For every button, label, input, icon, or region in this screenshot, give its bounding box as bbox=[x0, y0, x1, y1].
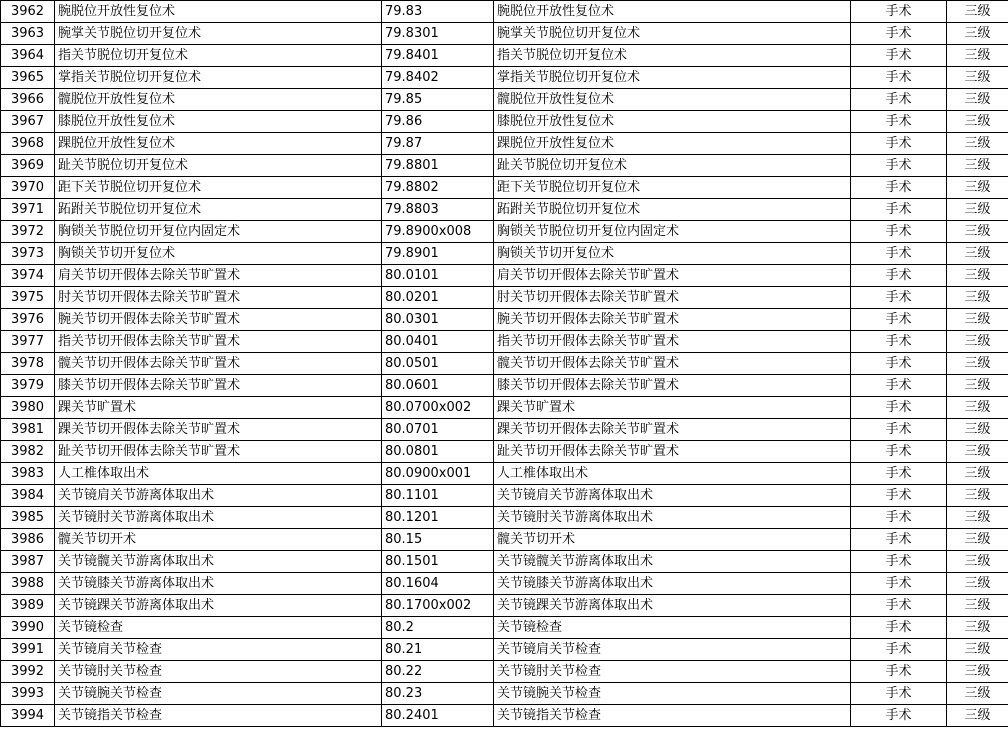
procedure-name-cell: 髋关节切开术 bbox=[55, 529, 382, 551]
procedure-level-cell: 三级 bbox=[947, 661, 1008, 683]
procedure-level-cell: 三级 bbox=[947, 265, 1008, 287]
procedure-name-cell: 膝脱位开放性复位术 bbox=[55, 111, 382, 133]
procedure-code-cell: 80.1201 bbox=[382, 507, 494, 529]
procedure-level-cell: 三级 bbox=[947, 617, 1008, 639]
procedure-name-cell: 趾关节切开假体去除关节旷置术 bbox=[55, 441, 382, 463]
procedure-name-cell: 指关节脱位切开复位术 bbox=[55, 45, 382, 67]
table-row bbox=[1, 463, 1008, 485]
procedure-type-cell: 手术 bbox=[851, 45, 947, 67]
procedure-level-cell: 三级 bbox=[947, 595, 1008, 617]
procedure-name-standard-cell: 肘关节切开假体去除关节旷置术 bbox=[494, 287, 851, 309]
procedure-name-cell: 关节镜肩关节检查 bbox=[55, 639, 382, 661]
table-row bbox=[1, 507, 1008, 529]
procedure-name-standard-cell: 指关节切开假体去除关节旷置术 bbox=[494, 331, 851, 353]
procedure-code-cell: 80.1101 bbox=[382, 485, 494, 507]
procedure-name-standard-cell: 髋脱位开放性复位术 bbox=[494, 89, 851, 111]
procedure-code-cell: 80.0201 bbox=[382, 287, 494, 309]
procedure-code-cell: 80.0801 bbox=[382, 441, 494, 463]
procedure-type-cell: 手术 bbox=[851, 485, 947, 507]
procedure-level-cell: 三级 bbox=[947, 177, 1008, 199]
table-row bbox=[1, 111, 1008, 133]
row-number-cell: 3987 bbox=[1, 551, 55, 573]
table-row bbox=[1, 23, 1008, 45]
procedure-type-cell: 手术 bbox=[851, 507, 947, 529]
procedure-type-cell: 手术 bbox=[851, 67, 947, 89]
table-row bbox=[1, 287, 1008, 309]
procedure-name-cell: 髋脱位开放性复位术 bbox=[55, 89, 382, 111]
procedure-type-cell: 手术 bbox=[851, 155, 947, 177]
table-row bbox=[1, 683, 1008, 705]
procedure-name-standard-cell: 关节镜肘关节游离体取出术 bbox=[494, 507, 851, 529]
procedure-name-cell: 指关节切开假体去除关节旷置术 bbox=[55, 331, 382, 353]
row-number-cell: 3966 bbox=[1, 89, 55, 111]
procedure-name-cell: 腕脱位开放性复位术 bbox=[55, 1, 382, 23]
procedure-name-cell: 关节镜踝关节游离体取出术 bbox=[55, 595, 382, 617]
table-row bbox=[1, 529, 1008, 551]
procedure-name-cell: 关节镜指关节检查 bbox=[55, 705, 382, 727]
procedure-code-cell: 80.15 bbox=[382, 529, 494, 551]
row-number-cell: 3962 bbox=[1, 1, 55, 23]
table-row bbox=[1, 617, 1008, 639]
procedure-name-cell: 肩关节切开假体去除关节旷置术 bbox=[55, 265, 382, 287]
procedure-name-standard-cell: 膝关节切开假体去除关节旷置术 bbox=[494, 375, 851, 397]
procedure-name-cell: 关节镜肘关节检查 bbox=[55, 661, 382, 683]
procedure-code-cell: 80.22 bbox=[382, 661, 494, 683]
procedure-code-cell: 79.8301 bbox=[382, 23, 494, 45]
row-number-cell: 3963 bbox=[1, 23, 55, 45]
table-row bbox=[1, 353, 1008, 375]
procedure-level-cell: 三级 bbox=[947, 397, 1008, 419]
table-row bbox=[1, 1, 1008, 23]
row-number-cell: 3982 bbox=[1, 441, 55, 463]
procedure-name-standard-cell: 趾关节切开假体去除关节旷置术 bbox=[494, 441, 851, 463]
procedure-type-cell: 手术 bbox=[851, 309, 947, 331]
procedure-level-cell: 三级 bbox=[947, 155, 1008, 177]
procedure-name-standard-cell: 关节镜肩关节检查 bbox=[494, 639, 851, 661]
table-body bbox=[1, 1, 1008, 727]
procedure-type-cell: 手术 bbox=[851, 529, 947, 551]
table-row bbox=[1, 133, 1008, 155]
procedure-type-cell: 手术 bbox=[851, 705, 947, 727]
procedure-code-cell: 80.0101 bbox=[382, 265, 494, 287]
procedure-name-standard-cell: 人工椎体取出术 bbox=[494, 463, 851, 485]
table-row bbox=[1, 485, 1008, 507]
procedure-type-cell: 手术 bbox=[851, 265, 947, 287]
procedure-level-cell: 三级 bbox=[947, 463, 1008, 485]
procedure-type-cell: 手术 bbox=[851, 111, 947, 133]
procedure-name-standard-cell: 关节镜指关节检查 bbox=[494, 705, 851, 727]
procedure-type-cell: 手术 bbox=[851, 221, 947, 243]
table-row bbox=[1, 661, 1008, 683]
procedure-name-standard-cell: 跖跗关节脱位切开复位术 bbox=[494, 199, 851, 221]
row-number-cell: 3991 bbox=[1, 639, 55, 661]
row-number-cell: 3964 bbox=[1, 45, 55, 67]
procedure-code-cell: 80.0301 bbox=[382, 309, 494, 331]
row-number-cell: 3993 bbox=[1, 683, 55, 705]
procedure-type-cell: 手术 bbox=[851, 199, 947, 221]
procedure-name-standard-cell: 掌指关节脱位切开复位术 bbox=[494, 67, 851, 89]
procedure-level-cell: 三级 bbox=[947, 419, 1008, 441]
procedure-name-cell: 关节镜髋关节游离体取出术 bbox=[55, 551, 382, 573]
table-row bbox=[1, 331, 1008, 353]
procedure-name-cell: 关节镜肘关节游离体取出术 bbox=[55, 507, 382, 529]
procedure-name-cell: 关节镜肩关节游离体取出术 bbox=[55, 485, 382, 507]
procedure-type-cell: 手术 bbox=[851, 353, 947, 375]
procedure-name-standard-cell: 髋关节切开假体去除关节旷置术 bbox=[494, 353, 851, 375]
procedure-code-cell: 79.8402 bbox=[382, 67, 494, 89]
row-number-cell: 3974 bbox=[1, 265, 55, 287]
procedure-level-cell: 三级 bbox=[947, 485, 1008, 507]
procedure-level-cell: 三级 bbox=[947, 133, 1008, 155]
procedure-code-cell: 79.8801 bbox=[382, 155, 494, 177]
procedure-code-cell: 80.0900x001 bbox=[382, 463, 494, 485]
procedure-level-cell: 三级 bbox=[947, 199, 1008, 221]
procedure-code-cell: 80.1501 bbox=[382, 551, 494, 573]
procedure-type-cell: 手术 bbox=[851, 243, 947, 265]
procedure-type-cell: 手术 bbox=[851, 419, 947, 441]
procedure-name-standard-cell: 踝关节旷置术 bbox=[494, 397, 851, 419]
table-row bbox=[1, 419, 1008, 441]
table-row bbox=[1, 551, 1008, 573]
procedure-type-cell: 手术 bbox=[851, 551, 947, 573]
procedure-type-cell: 手术 bbox=[851, 331, 947, 353]
procedure-name-standard-cell: 关节镜检查 bbox=[494, 617, 851, 639]
procedure-name-cell: 髋关节切开假体去除关节旷置术 bbox=[55, 353, 382, 375]
procedure-name-standard-cell: 关节镜肩关节游离体取出术 bbox=[494, 485, 851, 507]
procedure-level-cell: 三级 bbox=[947, 309, 1008, 331]
procedure-name-standard-cell: 胸锁关节切开复位术 bbox=[494, 243, 851, 265]
row-number-cell: 3967 bbox=[1, 111, 55, 133]
row-number-cell: 3977 bbox=[1, 331, 55, 353]
procedure-type-cell: 手术 bbox=[851, 463, 947, 485]
procedure-name-cell: 关节镜检查 bbox=[55, 617, 382, 639]
procedure-name-standard-cell: 关节镜踝关节游离体取出术 bbox=[494, 595, 851, 617]
procedure-name-standard-cell: 关节镜膝关节游离体取出术 bbox=[494, 573, 851, 595]
procedure-level-cell: 三级 bbox=[947, 287, 1008, 309]
procedure-level-cell: 三级 bbox=[947, 243, 1008, 265]
table-row bbox=[1, 67, 1008, 89]
procedure-type-cell: 手术 bbox=[851, 397, 947, 419]
row-number-cell: 3981 bbox=[1, 419, 55, 441]
procedure-name-standard-cell: 指关节脱位切开复位术 bbox=[494, 45, 851, 67]
procedure-type-cell: 手术 bbox=[851, 595, 947, 617]
procedure-name-standard-cell: 膝脱位开放性复位术 bbox=[494, 111, 851, 133]
procedure-type-cell: 手术 bbox=[851, 89, 947, 111]
procedure-level-cell: 三级 bbox=[947, 353, 1008, 375]
procedure-level-cell: 三级 bbox=[947, 67, 1008, 89]
procedure-code-cell: 79.83 bbox=[382, 1, 494, 23]
row-number-cell: 3994 bbox=[1, 705, 55, 727]
procedure-name-standard-cell: 关节镜髋关节游离体取出术 bbox=[494, 551, 851, 573]
procedure-name-standard-cell: 腕关节切开假体去除关节旷置术 bbox=[494, 309, 851, 331]
table-row bbox=[1, 221, 1008, 243]
procedure-name-standard-cell: 腕脱位开放性复位术 bbox=[494, 1, 851, 23]
procedure-name-standard-cell: 关节镜肘关节检查 bbox=[494, 661, 851, 683]
procedure-name-cell: 踝关节切开假体去除关节旷置术 bbox=[55, 419, 382, 441]
procedure-name-standard-cell: 趾关节脱位切开复位术 bbox=[494, 155, 851, 177]
procedure-type-cell: 手术 bbox=[851, 683, 947, 705]
row-number-cell: 3971 bbox=[1, 199, 55, 221]
procedure-type-cell: 手术 bbox=[851, 639, 947, 661]
table-row bbox=[1, 595, 1008, 617]
table-row bbox=[1, 705, 1008, 727]
procedure-level-cell: 三级 bbox=[947, 221, 1008, 243]
row-number-cell: 3983 bbox=[1, 463, 55, 485]
procedure-name-standard-cell: 髋关节切开术 bbox=[494, 529, 851, 551]
row-number-cell: 3968 bbox=[1, 133, 55, 155]
row-number-cell: 3972 bbox=[1, 221, 55, 243]
table-row bbox=[1, 243, 1008, 265]
procedure-name-cell: 趾关节脱位切开复位术 bbox=[55, 155, 382, 177]
procedure-type-cell: 手术 bbox=[851, 375, 947, 397]
procedure-code-cell: 79.8802 bbox=[382, 177, 494, 199]
procedure-level-cell: 三级 bbox=[947, 551, 1008, 573]
procedure-name-cell: 关节镜腕关节检查 bbox=[55, 683, 382, 705]
row-number-cell: 3990 bbox=[1, 617, 55, 639]
procedure-type-cell: 手术 bbox=[851, 661, 947, 683]
procedure-code-cell: 79.8901 bbox=[382, 243, 494, 265]
procedure-name-standard-cell: 距下关节脱位切开复位术 bbox=[494, 177, 851, 199]
table-row bbox=[1, 265, 1008, 287]
procedure-code-cell: 79.8803 bbox=[382, 199, 494, 221]
row-number-cell: 3992 bbox=[1, 661, 55, 683]
row-number-cell: 3978 bbox=[1, 353, 55, 375]
procedure-type-cell: 手术 bbox=[851, 133, 947, 155]
procedure-name-cell: 膝关节切开假体去除关节旷置术 bbox=[55, 375, 382, 397]
procedure-name-cell: 跖跗关节脱位切开复位术 bbox=[55, 199, 382, 221]
procedure-name-standard-cell: 踝脱位开放性复位术 bbox=[494, 133, 851, 155]
procedure-type-cell: 手术 bbox=[851, 23, 947, 45]
procedure-name-standard-cell: 肩关节切开假体去除关节旷置术 bbox=[494, 265, 851, 287]
table-row bbox=[1, 375, 1008, 397]
row-number-cell: 3973 bbox=[1, 243, 55, 265]
row-number-cell: 3985 bbox=[1, 507, 55, 529]
procedure-level-cell: 三级 bbox=[947, 375, 1008, 397]
procedure-name-cell: 关节镜膝关节游离体取出术 bbox=[55, 573, 382, 595]
procedure-type-cell: 手术 bbox=[851, 1, 947, 23]
table-row bbox=[1, 309, 1008, 331]
procedure-level-cell: 三级 bbox=[947, 111, 1008, 133]
row-number-cell: 3984 bbox=[1, 485, 55, 507]
procedure-code-cell: 79.8401 bbox=[382, 45, 494, 67]
table-row bbox=[1, 155, 1008, 177]
procedure-code-cell: 80.21 bbox=[382, 639, 494, 661]
procedure-name-cell: 人工椎体取出术 bbox=[55, 463, 382, 485]
procedure-name-standard-cell: 关节镜腕关节检查 bbox=[494, 683, 851, 705]
row-number-cell: 3989 bbox=[1, 595, 55, 617]
procedure-name-standard-cell: 踝关节切开假体去除关节旷置术 bbox=[494, 419, 851, 441]
row-number-cell: 3976 bbox=[1, 309, 55, 331]
procedure-name-cell: 肘关节切开假体去除关节旷置术 bbox=[55, 287, 382, 309]
procedure-code-cell: 80.0401 bbox=[382, 331, 494, 353]
procedure-code-cell: 80.2401 bbox=[382, 705, 494, 727]
row-number-cell: 3969 bbox=[1, 155, 55, 177]
procedure-code-cell: 80.0501 bbox=[382, 353, 494, 375]
procedure-name-cell: 胸锁关节脱位切开复位内固定术 bbox=[55, 221, 382, 243]
procedure-level-cell: 三级 bbox=[947, 331, 1008, 353]
procedure-code-cell: 80.1700x002 bbox=[382, 595, 494, 617]
procedure-level-cell: 三级 bbox=[947, 529, 1008, 551]
procedure-level-cell: 三级 bbox=[947, 639, 1008, 661]
procedure-name-cell: 腕掌关节脱位切开复位术 bbox=[55, 23, 382, 45]
procedure-name-cell: 踝关节旷置术 bbox=[55, 397, 382, 419]
procedure-level-cell: 三级 bbox=[947, 45, 1008, 67]
procedure-code-cell: 79.87 bbox=[382, 133, 494, 155]
procedure-name-cell: 踝脱位开放性复位术 bbox=[55, 133, 382, 155]
procedure-code-cell: 79.8900x008 bbox=[382, 221, 494, 243]
procedure-type-cell: 手术 bbox=[851, 573, 947, 595]
procedure-type-cell: 手术 bbox=[851, 441, 947, 463]
procedure-code-cell: 80.0701 bbox=[382, 419, 494, 441]
table-row bbox=[1, 441, 1008, 463]
procedure-code-cell: 80.23 bbox=[382, 683, 494, 705]
table-row bbox=[1, 199, 1008, 221]
procedure-type-cell: 手术 bbox=[851, 287, 947, 309]
procedure-name-standard-cell: 胸锁关节脱位切开复位内固定术 bbox=[494, 221, 851, 243]
row-number-cell: 3970 bbox=[1, 177, 55, 199]
row-number-cell: 3980 bbox=[1, 397, 55, 419]
procedure-code-cell: 80.0601 bbox=[382, 375, 494, 397]
table-row bbox=[1, 573, 1008, 595]
table-row bbox=[1, 45, 1008, 67]
row-number-cell: 3988 bbox=[1, 573, 55, 595]
procedure-code-cell: 80.1604 bbox=[382, 573, 494, 595]
row-number-cell: 3986 bbox=[1, 529, 55, 551]
procedure-code-cell: 80.2 bbox=[382, 617, 494, 639]
procedure-code-cell: 79.86 bbox=[382, 111, 494, 133]
table-row bbox=[1, 89, 1008, 111]
table-row bbox=[1, 639, 1008, 661]
procedure-level-cell: 三级 bbox=[947, 23, 1008, 45]
row-number-cell: 3965 bbox=[1, 67, 55, 89]
procedure-level-cell: 三级 bbox=[947, 507, 1008, 529]
procedure-name-cell: 腕关节切开假体去除关节旷置术 bbox=[55, 309, 382, 331]
procedure-type-cell: 手术 bbox=[851, 177, 947, 199]
row-number-cell: 3979 bbox=[1, 375, 55, 397]
procedure-name-cell: 掌指关节脱位切开复位术 bbox=[55, 67, 382, 89]
procedure-level-cell: 三级 bbox=[947, 1, 1008, 23]
procedure-name-standard-cell: 腕掌关节脱位切开复位术 bbox=[494, 23, 851, 45]
procedure-level-cell: 三级 bbox=[947, 683, 1008, 705]
procedure-type-cell: 手术 bbox=[851, 617, 947, 639]
procedure-level-cell: 三级 bbox=[947, 573, 1008, 595]
procedure-code-cell: 80.0700x002 bbox=[382, 397, 494, 419]
procedure-code-cell: 79.85 bbox=[382, 89, 494, 111]
procedure-level-cell: 三级 bbox=[947, 89, 1008, 111]
procedure-level-cell: 三级 bbox=[947, 705, 1008, 727]
row-number-cell: 3975 bbox=[1, 287, 55, 309]
procedure-level-cell: 三级 bbox=[947, 441, 1008, 463]
procedure-name-cell: 胸锁关节切开复位术 bbox=[55, 243, 382, 265]
table-row bbox=[1, 397, 1008, 419]
procedure-name-cell: 距下关节脱位切开复位术 bbox=[55, 177, 382, 199]
table-row bbox=[1, 177, 1008, 199]
